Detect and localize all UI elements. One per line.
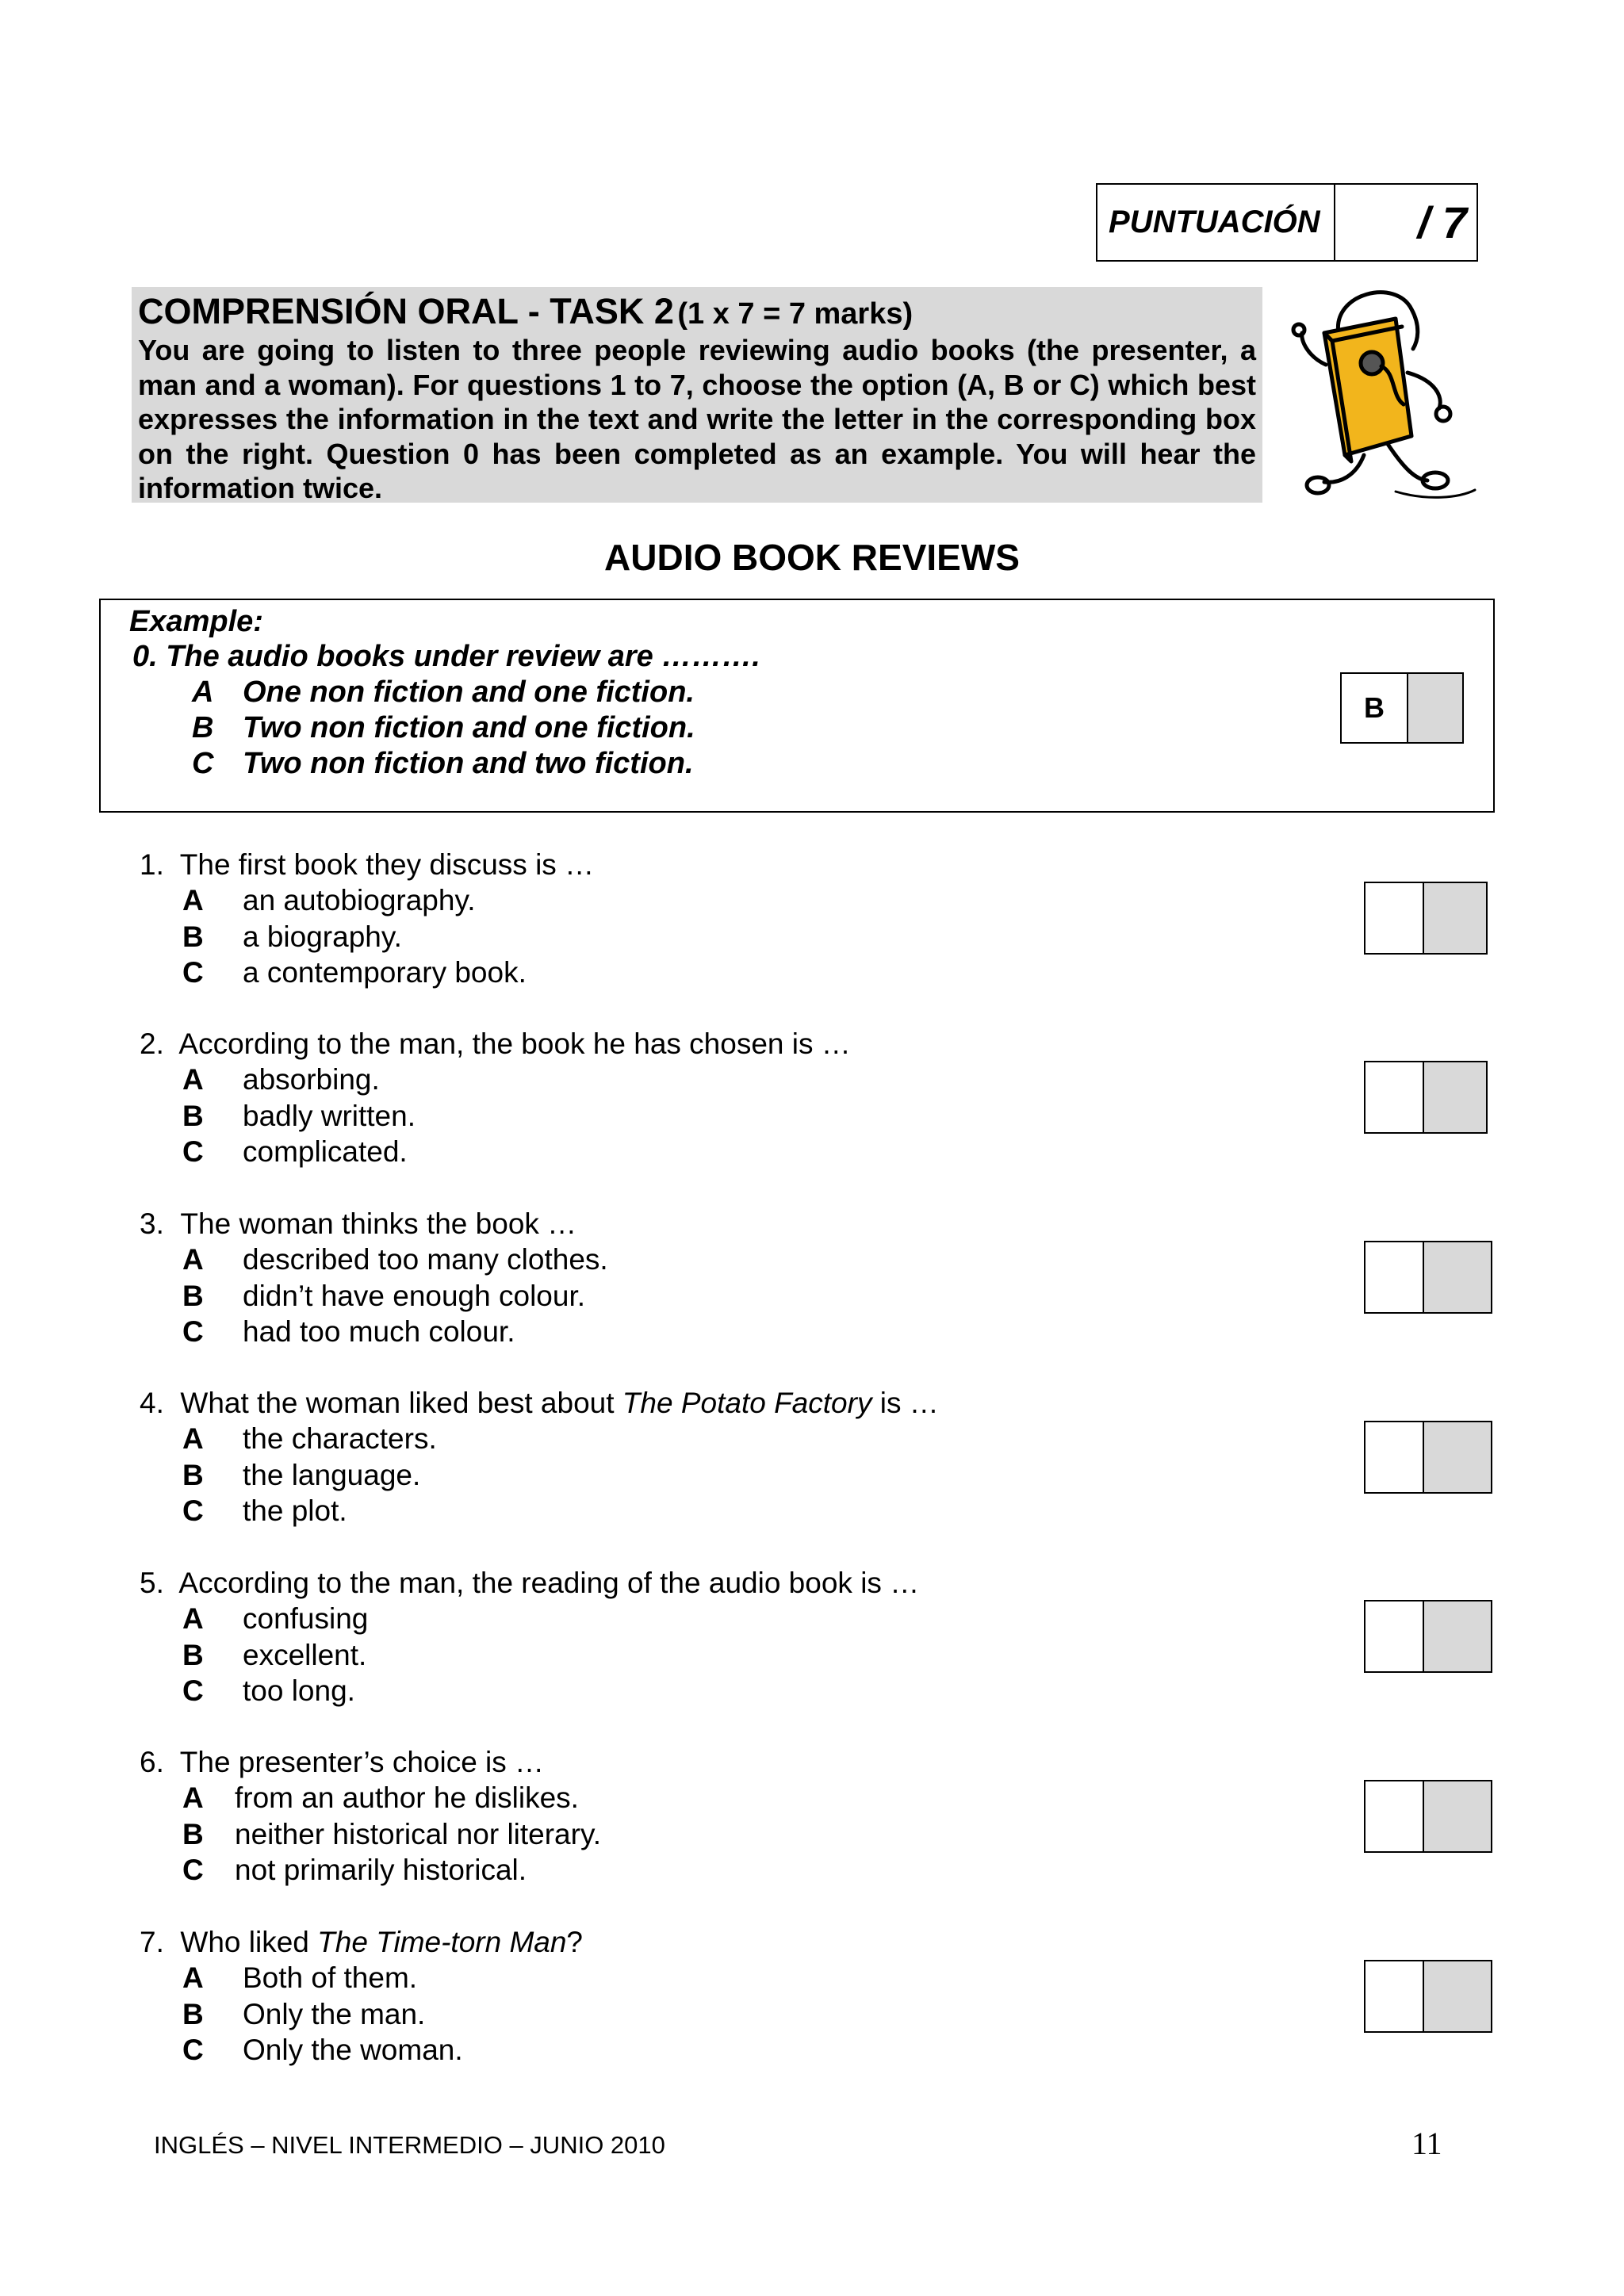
question-stem: 6. The presenter’s choice is …	[140, 1746, 545, 1778]
shaded-cell	[1424, 1961, 1491, 2031]
answer-box-1[interactable]	[1364, 882, 1488, 955]
answer-box-5[interactable]	[1364, 1600, 1492, 1673]
option-a: A the characters.	[182, 1422, 437, 1455]
example-stem: 0. The audio books under review are ……….	[132, 640, 760, 673]
option-text: Two non fiction and one fiction.	[243, 711, 695, 744]
option-b: B a biography.	[182, 920, 402, 953]
shaded-cell	[1424, 1601, 1491, 1671]
question-1	[140, 847, 1170, 991]
question-stem: 2. According to the man, the book he has chosen is …	[140, 1027, 851, 1060]
question-stem: 5. According to the man, the reading of the audio book is …	[140, 1567, 920, 1599]
option-b: B excellent.	[182, 1638, 367, 1671]
option-text: One non fiction and one fiction.	[243, 675, 695, 709]
answer-cell[interactable]	[1365, 1781, 1424, 1851]
question-3	[140, 1206, 1170, 1350]
score-value: / 7	[1417, 197, 1467, 247]
answer-box-6[interactable]	[1364, 1780, 1492, 1853]
option-letter: B	[192, 711, 214, 744]
option-b: B neither historical nor literary.	[182, 1817, 601, 1850]
score-box	[1096, 183, 1478, 262]
option-letter: A	[192, 675, 214, 709]
question-5	[140, 1565, 1170, 1709]
option-a: A confusing	[182, 1602, 369, 1635]
answer-box-4[interactable]	[1364, 1421, 1492, 1494]
shaded-cell	[1424, 1062, 1486, 1132]
option-b: B the language.	[182, 1458, 421, 1491]
question-stem: 7. Who liked The Time-torn Man?	[140, 1926, 583, 1958]
option-c: C a contemporary book.	[182, 956, 527, 989]
example-option	[192, 675, 695, 710]
option-a: A described too many clothes.	[182, 1243, 608, 1276]
option-c: C not primarily historical.	[182, 1854, 527, 1886]
question-4	[140, 1385, 1170, 1529]
question-2	[140, 1026, 1170, 1170]
example-answer-box	[1340, 672, 1464, 744]
option-a: A Both of them.	[182, 1961, 418, 1994]
answer-box-3[interactable]	[1364, 1241, 1492, 1314]
shaded-cell	[1424, 1242, 1491, 1312]
answer-cell[interactable]	[1365, 1062, 1424, 1132]
question-6	[140, 1744, 1170, 1888]
option-c: C too long.	[182, 1674, 355, 1707]
example-answer-letter: B	[1342, 674, 1408, 742]
task-instructions-box	[132, 287, 1262, 503]
book-title: The Potato Factory	[622, 1387, 872, 1419]
walking-book-headphones-icon	[1277, 277, 1483, 507]
answer-cell[interactable]	[1365, 1242, 1424, 1312]
example-option	[192, 711, 695, 745]
page-number: 11	[1411, 2126, 1442, 2161]
option-c: C complicated.	[182, 1135, 408, 1168]
answer-cell[interactable]	[1365, 1601, 1424, 1671]
question-stem: 1. The first book they discuss is …	[140, 848, 595, 881]
answer-cell[interactable]	[1365, 1422, 1424, 1492]
task-instructions-text: You are going to listen to three people reviewing audio books (the presenter, a man and a woman). For questions 1 to 7, choose the option (A, B or C) which best expresses the information in the text and write the letter in the corresponding box on the right. Question 0 has been completed as an example. You will hear the information twice.	[138, 334, 1256, 504]
question-stem: 3. The woman thinks the book …	[140, 1207, 577, 1240]
shaded-cell	[1424, 883, 1486, 953]
footer-exam-info: INGLÉS – NIVEL INTERMEDIO – JUNIO 2010	[154, 2131, 665, 2159]
shaded-cell	[1424, 1422, 1491, 1492]
shaded-cell	[1424, 1781, 1491, 1851]
option-c: C had too much colour.	[182, 1315, 515, 1348]
option-text: Two non fiction and two fiction.	[243, 747, 694, 780]
task-title: COMPRENSIÓN ORAL - TASK 2	[138, 291, 674, 331]
score-label: PUNTUACIÓN	[1097, 185, 1335, 260]
option-letter: C	[192, 747, 214, 780]
question-7	[140, 1924, 1170, 2068]
option-c: C the plot.	[182, 1494, 347, 1527]
option-c: C Only the woman.	[182, 2034, 463, 2066]
option-a: A an autobiography.	[182, 884, 476, 916]
book-title: The Time-torn Man	[317, 1926, 567, 1958]
task-marks: (1 x 7 = 7 marks)	[677, 297, 914, 331]
option-a: A absorbing.	[182, 1063, 380, 1096]
answer-box-7[interactable]	[1364, 1960, 1492, 2033]
option-b: B didn’t have enough colour.	[182, 1279, 586, 1312]
option-a: A from an author he dislikes.	[182, 1781, 579, 1814]
answer-box-2[interactable]	[1364, 1061, 1488, 1134]
answer-cell[interactable]	[1365, 1961, 1424, 2031]
example-option	[192, 747, 694, 781]
option-b: B Only the man.	[182, 1997, 426, 2030]
answer-cell[interactable]	[1365, 883, 1424, 953]
question-stem: 4. What the woman liked best about The Potato Factory is …	[140, 1387, 939, 1419]
example-label: Example:	[129, 605, 263, 638]
example-answer-shaded-cell	[1408, 674, 1462, 742]
example-box	[99, 599, 1495, 813]
section-title: AUDIO BOOK REVIEWS	[604, 537, 1020, 578]
option-b: B badly written.	[182, 1099, 416, 1132]
